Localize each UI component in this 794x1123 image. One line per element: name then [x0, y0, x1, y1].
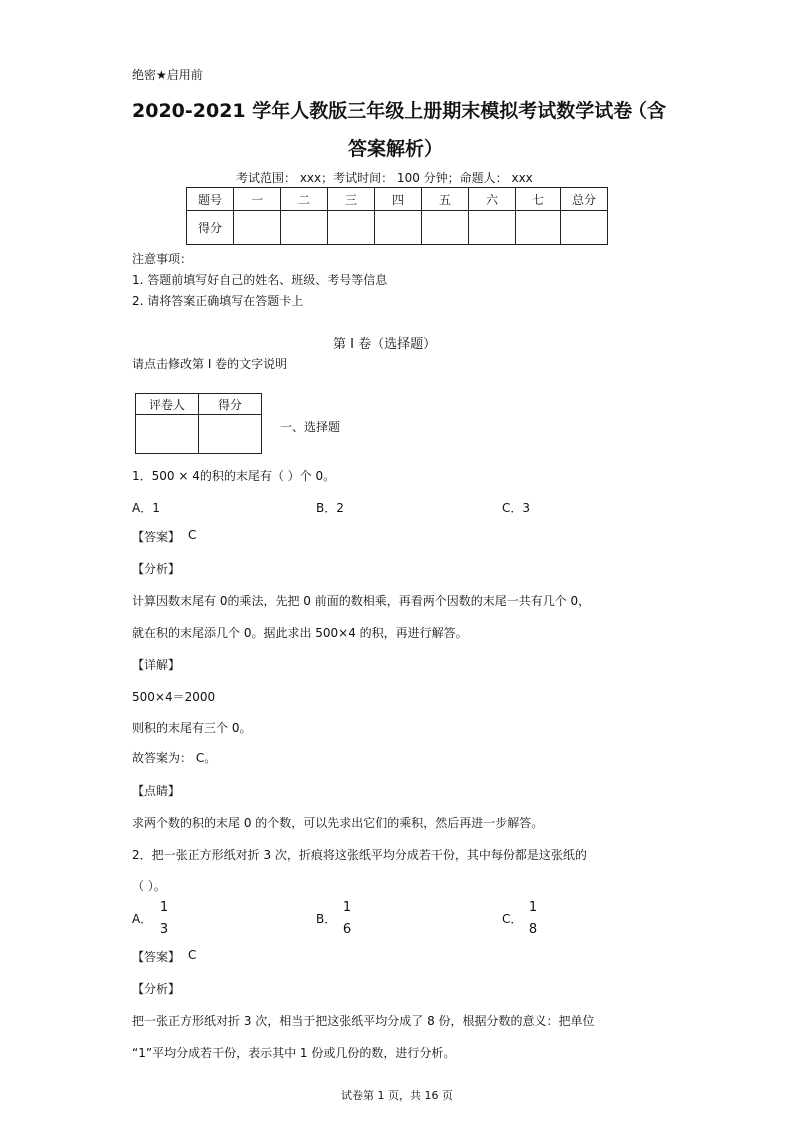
notes-item: 2. 请将答案正确填写在答题卡上 [132, 294, 304, 308]
q1-answer: C [188, 528, 197, 542]
q1-comment-label: 【点睛】 [132, 784, 181, 798]
page-title-cont: 答案解析） [348, 138, 444, 160]
q2-option-b-numerator: 1 [342, 900, 352, 915]
page-title-paren: （含 [628, 100, 667, 122]
q2-option-a: A． [132, 912, 153, 926]
grader-table [135, 393, 262, 454]
score-table-header: 二 [281, 188, 328, 211]
score-cell [469, 211, 516, 245]
q1-option-a: A．1 [132, 501, 160, 515]
page-footer: 试卷第 1 页，共 16 页 [341, 1089, 453, 1102]
notes-heading: 注意事项： [132, 252, 193, 266]
q1-option-c: C．3 [502, 501, 531, 515]
score-table-header: 一 [234, 188, 281, 211]
question-2-stem: （ ）。 [132, 879, 166, 893]
q2-option-c: C． [502, 912, 523, 926]
score-table-header: 总分 [561, 188, 608, 211]
score-table-header: 三 [328, 188, 375, 211]
q2-option-a-numerator: 1 [159, 900, 169, 915]
score-table [186, 187, 608, 245]
q1-detail-text: 故答案为： C。 [132, 751, 217, 765]
score-cell [516, 211, 561, 245]
score-table-header: 七 [516, 188, 561, 211]
notes-item: 1. 答题前填写好自己的姓名、班级、考号等信息 [132, 273, 388, 287]
q1-detail-label: 【详解】 [132, 658, 181, 672]
q1-comment-text: 求两个数的积的末尾 0 的个数，可以先求出它们的乘积，然后再进一步解答。 [132, 816, 544, 830]
score-cell [281, 211, 328, 245]
grader-header: 得分 [199, 394, 262, 415]
q2-option-b: B． [316, 912, 337, 926]
q1-answer-label: 【答案】 [132, 530, 181, 544]
score-table-header: 题号 [187, 188, 234, 211]
question-1-stem: 1．500 × 4的积的末尾有（ ）个 0。 [132, 469, 336, 483]
exam-info: 考试范围： xxx；考试时间： 100 分钟；命题人： xxx [236, 171, 533, 185]
q1-analysis-label: 【分析】 [132, 562, 181, 576]
score-table-header: 四 [375, 188, 422, 211]
grader-cell [136, 415, 199, 454]
secret-label: 绝密★启用前 [132, 68, 203, 82]
score-row-label: 得分 [187, 211, 234, 245]
page-title: 2020-2021 学年人教版三年级上册期末模拟考试数学试卷 [132, 100, 633, 122]
score-cell [234, 211, 281, 245]
q1-option-b: B．2 [316, 501, 344, 515]
question-2-stem: 2．把一张正方形纸对折 3 次，折痕将这张纸平均分成若干份，其中每份都是这张纸的 [132, 848, 587, 862]
score-cell [561, 211, 608, 245]
q2-analysis-label: 【分析】 [132, 982, 181, 996]
grader-cell [199, 415, 262, 454]
q2-answer: C [188, 948, 197, 962]
volume-title: 第 I 卷（选择题） [333, 337, 437, 352]
q2-answer-label: 【答案】 [132, 950, 181, 964]
q1-analysis-text: 就在积的末尾添几个 0。据此求出 500×4 的积，再进行解答。 [132, 626, 468, 640]
volume-instruction: 请点击修改第 I 卷的文字说明 [132, 357, 288, 371]
score-cell [328, 211, 375, 245]
q1-analysis-text: 计算因数末尾有 0的乘法，先把 0 前面的数相乘，再看两个因数的末尾一共有几个 0， [132, 594, 591, 608]
q1-detail-text: 则积的末尾有三个 0。 [132, 721, 252, 735]
q2-option-b-denominator: 6 [342, 922, 352, 937]
q1-detail-text: 500×4＝2000 [132, 690, 216, 704]
q2-option-c-numerator: 1 [528, 900, 538, 915]
q2-option-c-denominator: 8 [528, 922, 538, 937]
grader-header: 评卷人 [136, 394, 199, 415]
q2-analysis-text: 把一张正方形纸对折 3 次，相当于把这张纸平均分成了 8 份，根据分数的意义：把单位 [132, 1014, 595, 1028]
q2-option-a-denominator: 3 [159, 922, 169, 937]
q2-analysis-text: “1”平均分成若干份，表示其中 1 份或几份的数，进行分析。 [132, 1046, 456, 1060]
section-title: 一、选择题 [280, 420, 341, 434]
score-cell [422, 211, 469, 245]
score-cell [375, 211, 422, 245]
score-table-header: 六 [469, 188, 516, 211]
score-table-header: 五 [422, 188, 469, 211]
